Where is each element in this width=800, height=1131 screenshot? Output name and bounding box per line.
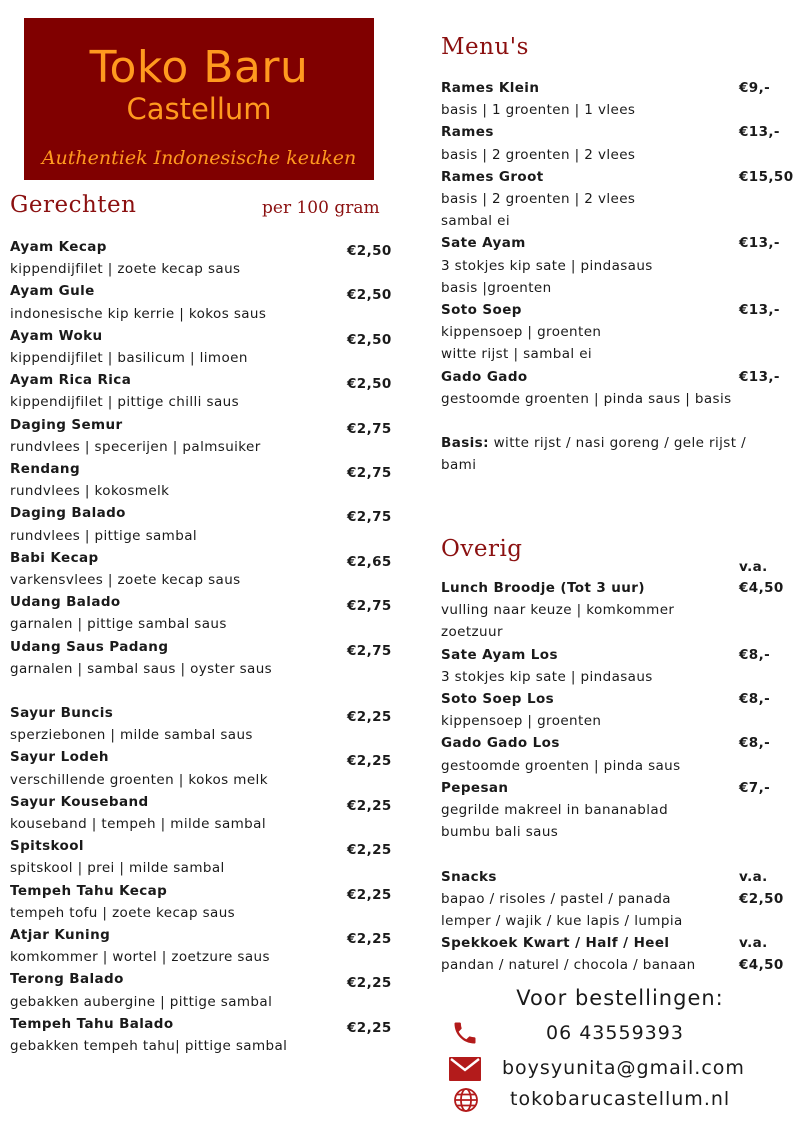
dish-price: €2,65 [347, 553, 392, 570]
logo-tagline: Authentiek Indonesische keuken [41, 147, 357, 169]
overig-heading: Overig [441, 536, 523, 562]
item-description: basis | 1 groenten | 1 vlees [441, 102, 636, 119]
dish-price: €2,25 [347, 975, 392, 992]
item-description: basis |groenten [441, 279, 552, 296]
item-price: €4,50 [739, 580, 784, 596]
item-price: €15,50 [739, 168, 794, 185]
contact-website[interactable]: tokobarucastellum.nl [510, 1088, 731, 1110]
dish-description: verschillende groenten | kokos melk [10, 771, 268, 788]
dish-description: kouseband | tempeh | milde sambal [10, 816, 266, 832]
basis-line-1 [441, 435, 746, 451]
item-description: zoetzuur [441, 624, 503, 641]
snacks-va: v.a. [739, 869, 768, 885]
item-price: €7,- [739, 779, 771, 796]
dish-title: Ayam Gule [10, 283, 95, 300]
item-description: vulling naar keuze | komkommer [441, 602, 675, 619]
menus-heading: Menu's [441, 34, 529, 60]
spekkoek-title: Spekkoek Kwart / Half / Heel [441, 935, 670, 951]
dish-price: €2,25 [347, 709, 392, 725]
item-title: Rames [441, 124, 494, 141]
dish-title: Daging Semur [10, 416, 123, 433]
item-price: €8,- [739, 691, 771, 707]
dish-title: Daging Balado [10, 505, 126, 522]
item-price: €13,- [739, 235, 780, 252]
dish-description: varkensvlees | zoete kecap saus [10, 572, 241, 588]
dish-description: komkommer | wortel | zoetzure saus [10, 949, 270, 966]
per-100-gram-label: per 100 gram [262, 198, 380, 218]
dish-description: rundvlees | pittige sambal [10, 527, 198, 544]
item-title: Rames Groot [441, 168, 544, 185]
dish-description: gebakken tempeh tahu| pittige sambal [10, 1038, 288, 1054]
dish-description: indonesische kip kerrie | kokos saus [10, 305, 267, 322]
item-description: gegrilde makreel in bananablad [441, 802, 669, 818]
dish-price: €2,50 [347, 376, 392, 393]
dish-description: garnalen | pittige sambal saus [10, 616, 227, 633]
envelope-icon [449, 1057, 481, 1081]
dish-price: €2,25 [347, 931, 392, 947]
dish-price: €2,75 [347, 465, 392, 481]
dish-price: €2,25 [347, 886, 392, 903]
item-title: Sate Ayam [441, 235, 526, 252]
item-description: basis | 2 groenten | 2 vlees [441, 191, 636, 207]
dish-description: sperziebonen | milde sambal saus [10, 727, 253, 744]
dish-title: Rendang [10, 461, 81, 477]
dish-price: €2,50 [347, 287, 392, 304]
dish-price: €2,50 [347, 331, 392, 348]
item-price: €13,- [739, 302, 780, 318]
dish-title: Atjar Kuning [10, 927, 111, 943]
item-description: witte rijst | sambal ei [441, 346, 593, 363]
dish-title: Sayur Kouseband [10, 793, 149, 810]
dish-title: Sayur Lodeh [10, 749, 109, 766]
item-title: Soto Soep Los [441, 691, 555, 707]
item-price: €13,- [739, 124, 780, 141]
gerechten-heading: Gerechten [10, 192, 137, 218]
dish-description: rundvlees | kokosmelk [10, 483, 170, 500]
dish-title: Spitskool [10, 838, 84, 855]
snacks-price: €2,50 [739, 891, 784, 907]
dish-title: Babi Kecap [10, 549, 99, 566]
item-price: €13,- [739, 368, 780, 385]
snacks-line-1: bapao / risoles / pastel / panada [441, 891, 671, 907]
contact-title: Voor bestellingen: [516, 986, 724, 1010]
item-description: kippensoep | groenten [441, 713, 602, 730]
item-title: Soto Soep [441, 302, 522, 318]
dish-description: tempeh tofu | zoete kecap saus [10, 904, 236, 921]
contact-phone[interactable]: 06 43559393 [546, 1022, 684, 1044]
item-title: Lunch Broodje (Tot 3 uur) [441, 580, 645, 596]
dish-price: €2,50 [347, 243, 392, 259]
dish-price: €2,25 [347, 753, 392, 770]
dish-price: €2,75 [347, 642, 392, 659]
dish-price: €2,75 [347, 509, 392, 526]
dish-price: €2,25 [347, 842, 392, 859]
item-description: gestoomde groenten | pinda saus | basis [441, 390, 732, 407]
dish-description: kippendijfilet | pittige chilli saus [10, 394, 240, 411]
dish-price: €2,75 [347, 420, 392, 437]
dish-description: spitskool | prei | milde sambal [10, 860, 225, 877]
dish-title: Ayam Woku [10, 327, 103, 344]
item-price: €9,- [739, 80, 771, 96]
item-title: Gado Gado Los [441, 735, 560, 752]
dish-price: €2,25 [347, 1019, 392, 1036]
dish-title: Tempeh Tahu Balado [10, 1015, 174, 1032]
item-price: €8,- [739, 646, 771, 663]
basis-line-2: bami [441, 457, 477, 473]
dish-description: kippendijfilet | zoete kecap saus [10, 261, 241, 278]
dish-description: rundvlees | specerijen | palmsuiker [10, 438, 261, 455]
basis-text: witte rijst / nasi goreng / gele rijst / [488, 435, 747, 451]
item-price: €8,- [739, 735, 771, 752]
dish-price: €2,25 [347, 797, 392, 814]
dish-title: Ayam Kecap [10, 239, 107, 255]
spekkoek-line: pandan / naturel / chocola / banaan [441, 957, 696, 973]
dish-title: Tempeh Tahu Kecap [10, 882, 168, 899]
logo-block [24, 18, 374, 180]
item-description: basis | 2 groenten | 2 vlees [441, 146, 636, 163]
item-description: 3 stokjes kip sate | pindasaus [441, 668, 653, 685]
item-title: Gado Gado [441, 368, 528, 385]
dish-title: Udang Balado [10, 594, 121, 611]
dish-description: kippendijfilet | basilicum | limoen [10, 350, 248, 366]
item-title: Rames Klein [441, 80, 540, 96]
basis-label: Basis: [441, 435, 489, 451]
item-title: Pepesan [441, 779, 509, 796]
item-description: kippensoep | groenten [441, 324, 602, 341]
overig-va-label: v.a. [739, 559, 768, 575]
logo-town: Castellum [126, 92, 272, 126]
spekkoek-price: €4,50 [739, 957, 784, 973]
logo-name: Toko Baru [89, 42, 309, 93]
dish-title: Udang Saus Padang [10, 638, 169, 655]
item-title: Sate Ayam Los [441, 646, 558, 663]
dish-description: garnalen | sambal saus | oyster saus [10, 660, 273, 677]
phone-icon [451, 1019, 479, 1047]
item-description: 3 stokjes kip sate | pindasaus [441, 257, 653, 274]
contact-email[interactable]: boysyunita@gmail.com [502, 1057, 745, 1079]
dish-description: gebakken aubergine | pittige sambal [10, 993, 273, 1010]
item-description: sambal ei [441, 213, 510, 230]
dish-price: €2,75 [347, 598, 392, 615]
globe-icon [453, 1087, 479, 1113]
dish-title: Terong Balado [10, 971, 124, 988]
dish-title: Ayam Rica Rica [10, 372, 132, 389]
dish-title: Sayur Buncis [10, 705, 114, 721]
snacks-title: Snacks [441, 869, 497, 885]
item-description: gestoomde groenten | pinda saus [441, 757, 681, 774]
item-description: bumbu bali saus [441, 824, 559, 841]
snacks-line-2: lemper / wajik / kue lapis / lumpia [441, 913, 683, 929]
spekkoek-va: v.a. [739, 935, 768, 951]
